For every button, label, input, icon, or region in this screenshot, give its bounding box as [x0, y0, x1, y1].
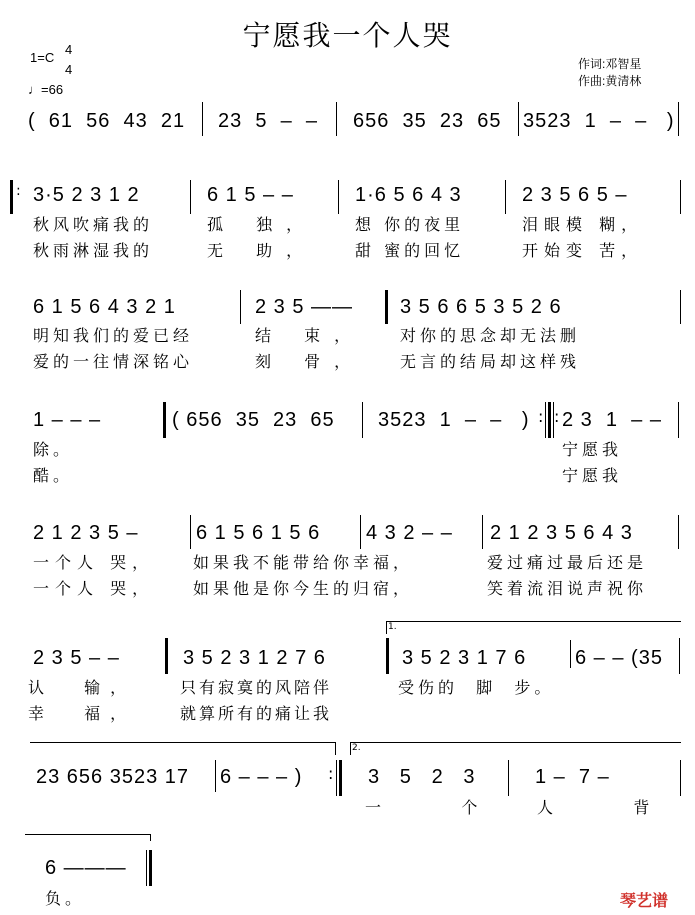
- barline: [679, 638, 680, 674]
- lyric-line-1: 明知我们的爱已经: [33, 326, 194, 345]
- measure-notes: 2 3 5 – –: [33, 647, 120, 669]
- lyric-line-1: 一个人 哭，: [33, 553, 155, 572]
- lyric-line-1: 受伤的 脚 步。: [398, 678, 555, 697]
- barline: [678, 402, 679, 438]
- lyric-line-2: 甜 蜜的回忆: [355, 241, 465, 260]
- measure-notes: 6 1 5 – –: [207, 184, 294, 206]
- barline: [508, 760, 509, 796]
- lyric-line-1: 想 你的夜里: [355, 215, 465, 234]
- final-barline: [146, 850, 147, 886]
- final-barline: [149, 850, 152, 886]
- measure-notes: 1·6 5 6 4 3: [355, 184, 462, 206]
- lyric-line-1: 如果我不能带给你幸福，: [193, 553, 414, 572]
- measure-notes: 2 3 1 – –: [562, 409, 662, 431]
- lyric-line-2: 一个人 哭，: [33, 579, 155, 598]
- key-signature: 1=C: [30, 50, 55, 65]
- lyric-line-2: 开始变 苦，: [522, 241, 644, 260]
- lyric-line-2: 酷。: [33, 466, 74, 485]
- barline: [338, 180, 339, 214]
- lyric-line-2: 刻 骨，: [255, 352, 365, 371]
- measure-notes: 3·5 2 3 1 2: [33, 184, 140, 206]
- barline: [163, 402, 166, 438]
- lyric-line-1: 人 背: [537, 798, 662, 817]
- song-title: 宁愿我一个人哭: [242, 19, 453, 52]
- barline: [190, 515, 191, 549]
- barline: [505, 180, 506, 214]
- lyric-line-1: 对你的思念却无法删: [400, 326, 581, 345]
- barline: [386, 638, 389, 674]
- lyric-line-2: 爱的一往情深铭心: [33, 352, 194, 371]
- volta-2-bracket: [350, 742, 681, 755]
- repeat-dots: :: [16, 183, 21, 199]
- measure-notes: 3 5 2 3 1 7 6: [402, 647, 527, 669]
- volta-1-bracket: [386, 621, 681, 634]
- barline: [482, 515, 483, 549]
- repeat-end-barline: [336, 760, 337, 796]
- measure-notes: 3 5 6 6 5 3 5 2 6: [400, 296, 562, 318]
- lyric-line-1: 负。: [45, 889, 86, 908]
- measure-notes: 6 ———: [45, 857, 127, 879]
- measure-notes: 2 3 5 ——: [255, 296, 354, 318]
- barline: [362, 402, 363, 438]
- volta-1-continuation: [30, 742, 336, 755]
- measure-notes: 6 – – (35: [575, 647, 663, 669]
- barline: [240, 290, 241, 324]
- barline: [202, 102, 203, 136]
- barline: [215, 760, 216, 792]
- lyric-line-2: 无言的结局却这样残: [400, 352, 581, 371]
- lyric-line-2: 幸 福，: [28, 704, 137, 723]
- lyric-line-1: 除。: [33, 440, 74, 459]
- barline: [680, 180, 681, 214]
- lyricist: 作词:邓智星: [578, 57, 642, 71]
- measure-notes: 3523 1 – – ): [378, 409, 530, 431]
- volta-1-label: 1.: [388, 622, 397, 632]
- barline: [336, 102, 337, 136]
- lyric-line-1: 一 个: [365, 798, 490, 817]
- tempo-marking: ♩=66: [28, 82, 64, 97]
- measure-notes: 3 5 2 3: [368, 766, 476, 788]
- barline: [678, 102, 679, 136]
- lyric-line-2: 笑着流泪说声祝你: [487, 579, 648, 598]
- barline: [570, 640, 571, 668]
- lyric-line-1: 孤 独，: [207, 215, 317, 234]
- measure-notes: 23 656 3523 17: [36, 766, 190, 788]
- measure-notes: 23 5 – –: [218, 110, 318, 132]
- lyric-line-1: 认 输，: [28, 678, 137, 697]
- lyric-line-1: 爱过痛过最后还是: [487, 553, 648, 572]
- volta-2-label: 2.: [352, 743, 361, 753]
- repeat-dots: :: [328, 764, 334, 783]
- lyric-line-1: 结 束，: [255, 326, 365, 345]
- measure-notes: ( 656 35 23 65: [172, 409, 335, 431]
- lyric-line-2: 如果他是你今生的归宿，: [193, 579, 414, 598]
- measure-notes: 2 3 5 6 5 –: [522, 184, 628, 206]
- lyric-line-1: 只有寂寞的风陪伴: [180, 678, 333, 697]
- measure-notes: 4 3 2 – –: [366, 522, 453, 544]
- lyric-line-2: 宁愿我: [562, 466, 623, 485]
- measure-notes: ( 61 56 43 21: [28, 110, 186, 132]
- measure-notes: 2 1 2 3 5 6 4 3: [490, 522, 633, 544]
- lyric-line-2: 秋雨淋湿我的: [33, 241, 154, 260]
- barline: [678, 515, 679, 549]
- repeat-dots: :: [554, 407, 560, 426]
- lyric-line-1: 宁愿我: [562, 440, 623, 459]
- barline: [165, 638, 168, 674]
- measure-notes: 3523 1 – – ): [523, 110, 675, 132]
- lyric-line-2: 无 助，: [207, 241, 317, 260]
- repeat-start-barline: [10, 180, 13, 214]
- watermark-logo: 琴艺谱: [620, 891, 669, 910]
- measure-notes: 2 1 2 3 5 –: [33, 522, 139, 544]
- lyric-line-2: 就算所有的痛让我: [180, 704, 333, 723]
- repeat-dots: :: [538, 407, 544, 426]
- lyric-line-1: 秋风吹痛我的: [33, 215, 154, 234]
- barline: [190, 180, 191, 214]
- composer: 作曲:黄清林: [578, 74, 642, 88]
- repeat-barline: [545, 402, 546, 438]
- measure-notes: 1 – 7 –: [535, 766, 610, 788]
- measure-notes: 6 – – – ): [220, 766, 303, 788]
- measure-notes: 6 1 5 6 1 5 6: [196, 522, 321, 544]
- measure-notes: 1 – – –: [33, 409, 102, 431]
- barline: [360, 515, 361, 549]
- repeat-end-barline: [339, 760, 342, 796]
- measure-notes: 6 1 5 6 4 3 2 1: [33, 296, 176, 318]
- barline: [385, 290, 388, 324]
- measure-notes: 656 35 23 65: [353, 110, 502, 132]
- measure-notes: 3 5 2 3 1 2 7 6: [183, 647, 326, 669]
- barline: [680, 760, 681, 796]
- barline: [680, 290, 681, 324]
- time-top: 4: [65, 42, 73, 57]
- time-bottom: 4: [65, 62, 73, 77]
- repeat-barline: [548, 402, 551, 438]
- barline: [518, 102, 519, 136]
- lyric-line-1: 泪眼模 糊，: [522, 215, 644, 234]
- volta-2-continuation: [25, 834, 151, 841]
